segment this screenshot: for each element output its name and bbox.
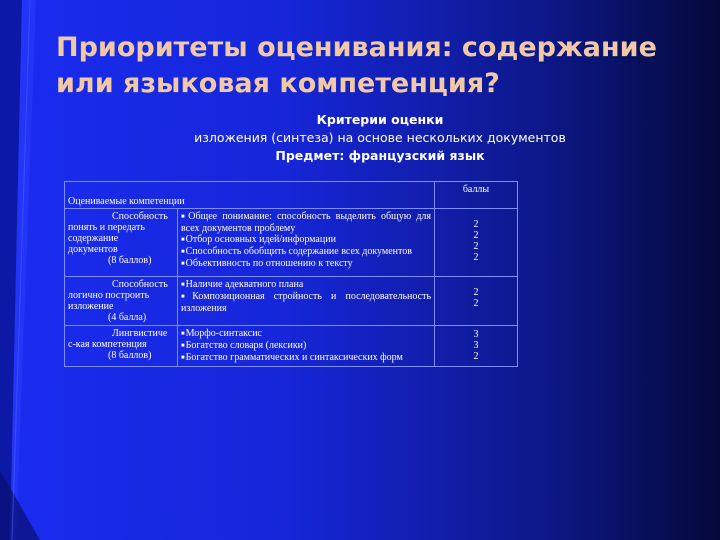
criterion-item: ■ Отбор основных идей/информации <box>181 234 431 246</box>
criteria-cell <box>178 209 435 277</box>
criterion-item: ■ Богатство словаря (лексики) <box>181 340 431 352</box>
subtitle-subject: Предмет: французский язык <box>275 148 485 163</box>
points-cell: 3 3 2 <box>435 326 518 367</box>
table-row <box>65 326 518 367</box>
points-cell: 2 2 2 2 <box>435 209 518 277</box>
criterion-item: ■ Способность обобщить содержание всех документов <box>181 246 431 258</box>
criteria-table-wrapper <box>64 181 518 431</box>
header-points: баллы <box>435 182 518 209</box>
subtitle-synthesis: изложения (синтеза) на основе нескольких документов <box>194 130 566 145</box>
criterion-item: ■ Наличие адекватного плана <box>181 279 431 291</box>
slide-title: Приоритеты оценивания: содержание или языковая компетенция? <box>56 32 657 99</box>
table-header-row <box>65 182 518 209</box>
competence-cell: Способность понять и передать содержание документов (8 баллов) <box>65 209 178 277</box>
points-cell: 2 2 <box>435 277 518 326</box>
table-row <box>65 209 518 277</box>
competence-cell: Лингвистиче с-кая компетенция (8 баллов) <box>65 326 178 367</box>
criterion-item: ■ Композиционная стройность и последовательность изложения <box>181 291 431 314</box>
criterion-item: ■ Богатство грамматических и синтаксических форм <box>181 352 431 364</box>
table-row <box>65 277 518 326</box>
header-competences: Оцениваемые компетенции <box>65 182 435 209</box>
slide-subtitle <box>90 111 670 165</box>
criteria-cell <box>178 326 435 367</box>
criteria-table <box>64 181 518 367</box>
competence-cell: Способность логично построить изложение (4 балла) <box>65 277 178 326</box>
criterion-item: ■ Объективность по отношению к тексту <box>181 258 431 270</box>
criteria-cell <box>178 277 435 326</box>
criterion-item: ■ Морфо-синтаксис <box>181 328 431 340</box>
subtitle-criteria: Критерии оценки <box>316 112 444 127</box>
criterion-item: ■ Общее понимание: способность выделить общую для всех документов проблему <box>181 211 431 234</box>
